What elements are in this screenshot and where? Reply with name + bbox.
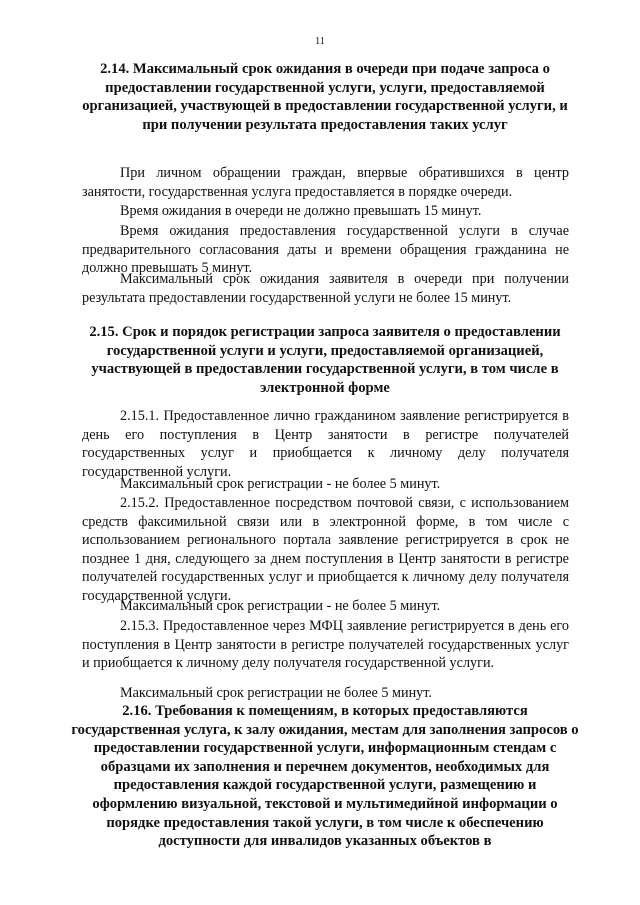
section-2-14-paragraph-4: Максимальный срок ожидания заявителя в очереди при получении результата предоставлении государственной услуги не более 15 минут.	[82, 271, 569, 306]
section-2-14-paragraph-2: Время ожидания в очереди не должно превышать 15 минут.	[120, 203, 482, 219]
section-2-15-heading: 2.15. Срок и порядок регистрации запроса заявителя о предоставлении государственной услуги и услуги, предоставляемой организацией, участвующей в предоставлении государственной услуги, в том числе в электронной форме	[89, 324, 561, 396]
section-2-14-heading: 2.14. Максимальный срок ожидания в очереди при подаче запроса о предоставлении государственной услуги, услуги, предоставляемой организацией, участвующей в предоставлении государственной услуги, и при получении результата предоставления таких услуг	[82, 61, 568, 133]
section-2-14-paragraph-1: При личном обращении граждан, впервые обратившихся в центр занятости, государственная услуга предоставляется в порядке очереди.	[82, 165, 569, 200]
section-2-15-paragraph-6: Максимальный срок регистрации не более 5 минут.	[120, 685, 432, 701]
section-2-16-heading: 2.16. Требования к помещениям, в которых предоставляются государственная услуга, к залу ожидания, местам для заполнения запросов о предоставлении государственной услуги, информационным стендам с образцами их заполнения и перечнем документов, необходимых для предоставления каждой государственной услуги, размещению и оформлению визуальной, текстовой и мультимедийной информации о порядке предоставления такой услуги, в том числе к обеспечению доступности для инвалидов указанных объектов в	[71, 703, 579, 850]
section-2-15-paragraph-2: Максимальный срок регистрации - не более 5 минут.	[120, 476, 441, 492]
section-2-14-paragraph-3: Время ожидания предоставления государственной услуги в случае предварительного согласования даты и времени обращения гражданина не должно превышать 5 минут.	[82, 223, 569, 277]
section-2-15-paragraph-4: Максимальный срок регистрации - не более 5 минут.	[120, 598, 441, 614]
section-2-15-paragraph-1: 2.15.1. Предоставленное лично гражданином заявление регистрируется в день его поступления в Центр занятости в регистре получателей государственных услуг и приобщается к личному делу получателя государственной услуги.	[82, 408, 569, 480]
page-number: 11	[315, 36, 325, 47]
section-2-15-paragraph-3: 2.15.2. Предоставленное посредством почтовой связи, с использованием средств факсимильной связи или в электронной форме, в том числе с использованием регионального портала заявление регистрируется в срок не позднее 1 дня, следующего за днем поступления в Центр занятости в регистре получателей государственных услуг и приобщается к личному делу получателя государственной услуги.	[82, 495, 569, 604]
section-2-15-paragraph-5: 2.15.3. Предоставленное через МФЦ заявление регистрируется в день его поступления в Центр занятости в регистре получателей государственных услуг и приобщается к личному делу получателя государственной услуги.	[82, 618, 569, 672]
